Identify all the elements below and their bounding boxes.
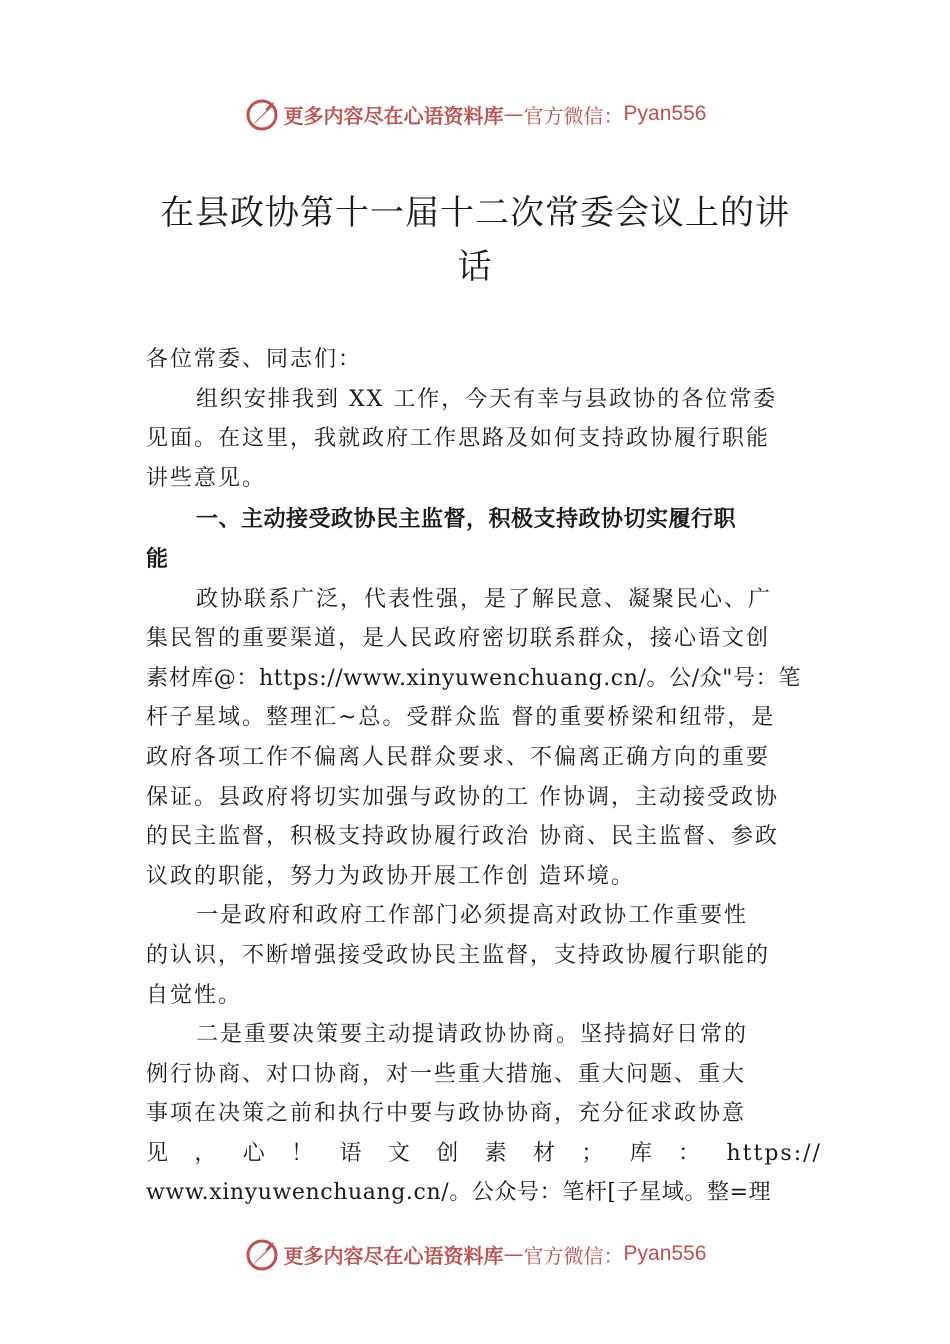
section-heading-1: [146, 500, 822, 579]
paragraph-line: 二是重要决策要主动提请政协协商。坚持搞好日常的: [196, 1022, 749, 1048]
banner-wechat-label: 官方微信：: [523, 103, 624, 128]
char: ：: [678, 1140, 703, 1166]
paragraph-line: 的民主监督，积极支持政协履行政治 协商、民主监督、参政: [146, 824, 779, 850]
banner-wechat-id: Pyan556: [623, 1242, 707, 1265]
paragraph-line: 事项在决策之前和执行中要与政协协商，充分征求政协意: [146, 1101, 747, 1127]
paragraph-2: [146, 580, 822, 897]
paragraph-line: 一是政府和政府工作部门必须提高对政协工作重要性: [196, 903, 749, 929]
banner-wechat-id: Pyan556: [623, 102, 707, 125]
greeting: 各位常委、同志们：: [146, 347, 363, 372]
banner-dash: —: [503, 1242, 524, 1266]
banner-dash: —: [503, 102, 524, 126]
banner-wechat-label: 官方微信：: [523, 1243, 624, 1268]
paragraph-line: 政协联系广泛，代表性强，是了解民意、凝聚民心、广: [196, 586, 773, 612]
paragraph-line: 自觉性。: [146, 982, 243, 1008]
paragraph-line: www.xinyuwenchuang.cn/。公众号：笔杆[子星域。整=理: [146, 1180, 772, 1206]
char: https://: [726, 1140, 822, 1166]
paragraph-1: [146, 380, 822, 499]
paragraph-4: [146, 1015, 822, 1213]
char: 素: [484, 1140, 509, 1166]
char: 创: [436, 1140, 461, 1166]
paragraph-line: 保证。县政府将切实加强与政协的工 作协调，主动接受政协: [146, 784, 779, 810]
paragraph-line: 的认识，不断增强接受政协民主监督，支持政协履行职能的: [146, 942, 771, 968]
paragraph-line: 组织安排我到 XX 工作，今天有幸与县政协的各位常委: [196, 386, 778, 412]
char: 语: [339, 1140, 364, 1166]
char: ，: [194, 1140, 219, 1166]
char: 见: [146, 1140, 171, 1166]
char: ！: [291, 1140, 316, 1166]
paragraph-line-justified: [146, 1134, 822, 1174]
paragraph-line: 政府各项工作不偏离人民群众要求、不偏离正确方向的重要: [146, 744, 771, 770]
char: 库: [629, 1140, 654, 1166]
char: 文: [387, 1140, 412, 1166]
paragraph-line: 议政的职能，努力为政协开展工作创 造环境。: [146, 863, 635, 889]
paragraph-line: 讲些意见。: [146, 465, 267, 491]
banner-brand-text: 更多内容尽在心语资料库: [283, 103, 504, 128]
char: 心: [242, 1140, 267, 1166]
title-line-2: 话: [457, 247, 493, 287]
section-heading-line: 能: [146, 546, 169, 572]
document-title: [145, 186, 805, 294]
char: 材: [533, 1140, 558, 1166]
paragraph-line: 素材库@：https://www.xinyuwenchuang.cn/。公/众"号：笔: [146, 665, 801, 691]
footer-watermark-banner: [0, 1232, 950, 1276]
section-heading-line: 一、主动接受政协民主监督，积极支持政协切实履行职: [196, 507, 737, 533]
quill-logo-icon: [244, 1236, 280, 1272]
paragraph-3: [146, 896, 822, 1015]
paragraph-line: 杆子星域。整理汇~总。受群众监 督的重要桥梁和纽带，是: [146, 705, 776, 731]
header-watermark-banner: [0, 92, 950, 136]
quill-logo-icon: [244, 96, 280, 132]
paragraph-line: 例行协商、对口协商，对一些重大措施、重大问题、重大: [146, 1061, 747, 1087]
document-body: [146, 340, 822, 1213]
title-line-1: 在县政协第十一届十二次常委会议上的讲: [160, 193, 790, 233]
banner-brand-text: 更多内容尽在心语资料库: [283, 1243, 504, 1268]
char: ；: [581, 1140, 606, 1166]
paragraph-line: 集民智的重要渠道，是人民政府密切联系群众，接心语文创: [146, 626, 771, 652]
paragraph-line: 见面。在这里，我就政府工作思路及如何支持政协履行职能: [146, 426, 771, 452]
